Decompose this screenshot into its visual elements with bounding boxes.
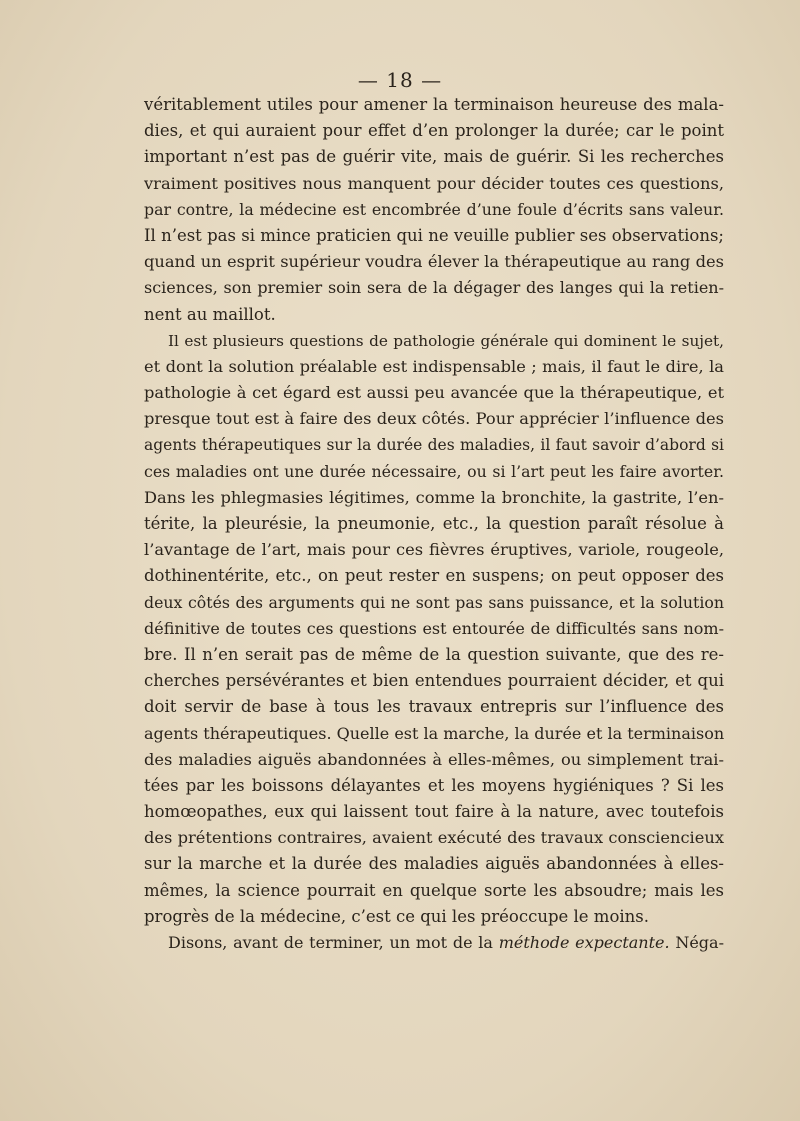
text-line: véritablement utiles pour amener la terminaison heureuse des mala- <box>144 95 724 114</box>
text-line: des prétentions contraires, avaient exécuté des travaux consciencieux <box>144 828 724 848</box>
text-line: sur la marche et la durée des maladies aiguës abandonnées à elles- <box>144 854 724 874</box>
text-line: sciences, son premier soin sera de la dégager des langes qui la retien- <box>144 278 724 298</box>
text-line: pathologie à cet égard est aussi peu avancée que la thérapeutique, et <box>144 383 724 403</box>
body-text <box>144 92 724 956</box>
text-line: Dans les phlegmasies légitimes, comme la bronchite, la gastrite, l’en- <box>144 487 724 507</box>
text-line: Il n’est pas si mince praticien qui ne veuille publier ses observations; <box>144 225 724 245</box>
italic-phrase: méthode expectante. <box>498 933 670 952</box>
text-line: tées par les boissons délayantes et les moyens hygiéniques ? Si les <box>144 775 724 795</box>
final-line-end: Néga- <box>669 933 724 952</box>
text-line: presque tout est à faire des deux côtés. Pour apprécier l’influence des <box>144 409 724 429</box>
text-line-final <box>144 930 724 956</box>
text-line: térite, la pleurésie, la pneumonie, etc., la question paraît résolue à <box>144 514 724 533</box>
text-line: quand un esprit supérieur voudra élever la thérapeutique au rang des <box>144 252 724 272</box>
final-line-start: Disons, avant de terminer, un mot de la <box>168 933 499 952</box>
text-line: important n’est pas de guérir vite, mais de guérir. Si les recherches <box>144 147 724 167</box>
text-line: bre. Il n’en serait pas de même de la question suivante, que des re- <box>144 644 724 664</box>
text-line: deux côtés des arguments qui ne sont pas sans puissance, et la solution <box>144 592 724 612</box>
text-line: doit servir de base à tous les travaux entrepris sur l’influence des <box>144 697 724 717</box>
text-line: l’avantage de l’art, mais pour ces fièvres éruptives, variole, rougeole, <box>144 540 724 560</box>
text-line: vraiment positives nous manquent pour décider toutes ces questions, <box>144 173 724 193</box>
text-line: dothinentérite, etc., on peut rester en suspens; on peut opposer des <box>144 566 724 586</box>
text-line: homœopathes, eux qui laissent tout faire à la nature, avec toutefois <box>144 802 724 822</box>
text-line: agents thérapeutiques sur la durée des maladies, il faut savoir d’abord si <box>144 436 724 455</box>
text-line: agents thérapeutiques. Quelle est la marche, la durée et la terminaison <box>144 723 725 743</box>
text-line: mêmes, la science pourrait en quelque sorte les absoudre; mais les <box>144 880 724 900</box>
text-line: dies, et qui auraient pour effet d’en prolonger la durée; car le point <box>144 121 724 141</box>
text-line: ces maladies ont une durée nécessaire, ou si l’art peut les faire avorter. <box>144 461 724 481</box>
text-line: définitive de toutes ces questions est entourée de difficultés sans nom- <box>144 618 724 638</box>
text-line: par contre, la médecine est encombrée d’une foule d’écrits sans valeur. <box>144 199 724 219</box>
text-line: cherches persévérantes et bien entendues pourraient décider, et qui <box>144 671 724 691</box>
text-line: et dont la solution préalable est indispensable ; mais, il faut le dire, la <box>144 356 724 376</box>
text-line: des maladies aiguës abandonnées à elles-mêmes, ou simplement trai- <box>144 749 724 769</box>
page-number: — 18 — <box>357 68 443 92</box>
text-line: nent au maillot. <box>144 304 276 324</box>
text-line: Il est plusieurs questions de pathologie générale qui dominent le sujet, <box>168 331 724 350</box>
text-line: progrès de la médecine, c’est ce qui les préoccupe le moins. <box>144 906 649 926</box>
